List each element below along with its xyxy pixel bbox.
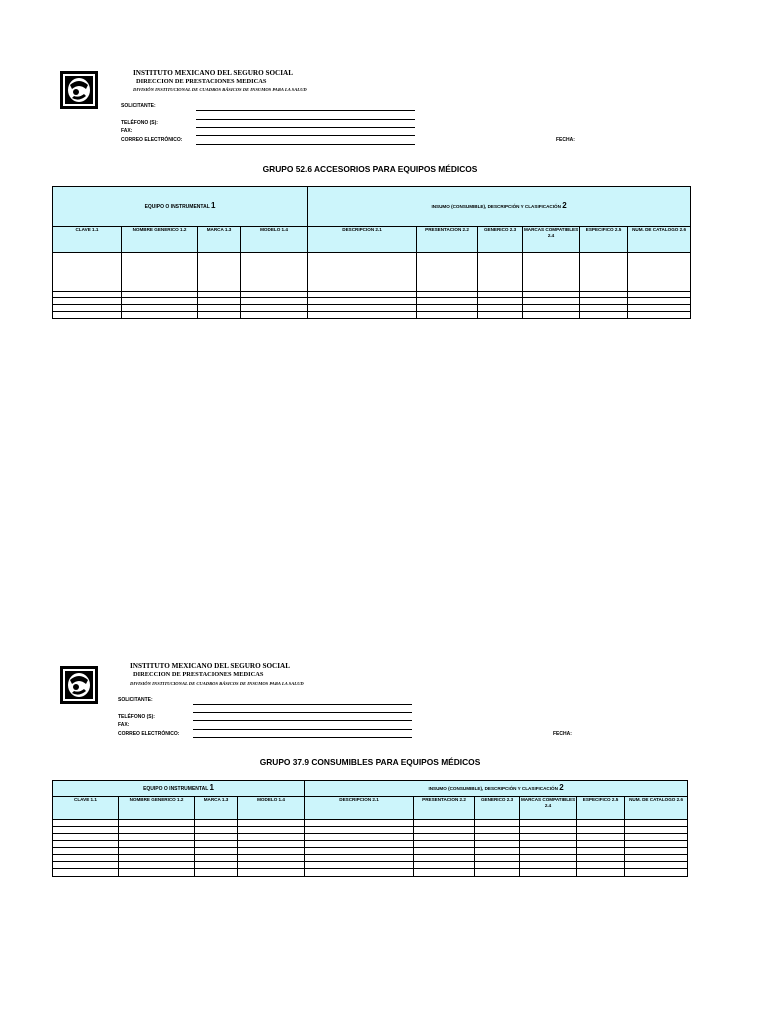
fax-field[interactable]: [196, 135, 415, 136]
table-row: [53, 848, 688, 855]
col-header-presentacion: PRESENTACION 2.2: [414, 797, 475, 820]
col-header-nombre: NOMBRE GENERICO 1.2: [119, 797, 195, 820]
col-header-especifico: ESPECIFICO 2.5: [577, 797, 625, 820]
correo-label: CORREO ELECTRÓNICO:: [118, 731, 180, 737]
imss-logo-icon: [60, 666, 98, 704]
fax-label: FAX:: [121, 128, 133, 134]
correo-field[interactable]: [193, 737, 412, 738]
col-header-modelo: MODELO 1.4: [238, 797, 305, 820]
telefono-field[interactable]: [196, 127, 415, 128]
telefono-field[interactable]: [193, 720, 412, 721]
col-header-modelo: MODELO 1.4: [241, 227, 308, 253]
col-header-marca: MARCA 1.3: [195, 797, 238, 820]
fax-label: FAX:: [118, 722, 130, 728]
correo-field[interactable]: [196, 144, 415, 145]
solicitante-field[interactable]: [193, 704, 412, 705]
table-row: [53, 253, 691, 292]
section-equipo: EQUIPO O INSTRUMENTAL 1: [53, 781, 305, 797]
col-header-especifico: ESPECIFICO 2.5: [580, 227, 628, 253]
items-table: [52, 186, 691, 319]
table-row: [53, 855, 688, 862]
col-header-generico: GENERICO 2.3: [478, 227, 523, 253]
org-division: DIVISIÓN INSTITUCIONAL DE CUADROS BÁSICOS DE INSUMOS PARA LA SALUD: [130, 681, 304, 686]
solicitante-field-2[interactable]: [196, 119, 415, 120]
col-header-descripcion: DESCRIPCION 2.1: [305, 797, 414, 820]
org-direction: DIRECCION DE PRESTACIONES MEDICAS: [136, 78, 267, 85]
table-row: [53, 305, 691, 312]
table-row: [53, 827, 688, 834]
table-row: [53, 862, 688, 869]
col-header-marca: MARCA 1.3: [198, 227, 241, 253]
col-header-nombre: NOMBRE GENERICO 1.2: [122, 227, 198, 253]
col-header-presentacion: PRESENTACION 2.2: [417, 227, 478, 253]
col-header-catalogo: NUM. DE CATALOGO 2.6: [625, 797, 688, 820]
telefono-label: TELÉFONO (S):: [118, 714, 155, 720]
col-header-marcas-compatibles: MARCAS COMPATIBLES 2.4: [520, 797, 577, 820]
table-row: [53, 841, 688, 848]
solicitante-field[interactable]: [196, 110, 415, 111]
org-direction: DIRECCION DE PRESTACIONES MEDICAS: [133, 671, 264, 678]
org-name: INSTITUTO MEXICANO DEL SEGURO SOCIAL: [130, 662, 291, 670]
org-name: INSTITUTO MEXICANO DEL SEGURO SOCIAL: [133, 69, 294, 77]
table-row: [53, 312, 691, 319]
col-header-marcas-compatibles: MARCAS COMPATIBLES 2.4: [523, 227, 580, 253]
section-equipo: EQUIPO O INSTRUMENTAL 1: [53, 187, 308, 227]
group-title: GRUPO 52.6 ACCESORIOS PARA EQUIPOS MÉDICOS: [262, 164, 478, 174]
table-row: [53, 820, 688, 827]
col-header-generico: GENERICO 2.3: [475, 797, 520, 820]
fecha-label: FECHA:: [553, 731, 572, 737]
table-row: [53, 834, 688, 841]
solicitante-label: SOLICITANTE:: [121, 103, 156, 109]
section-insumo: INSUMO (CONSUMIBLE), DESCRIPCIÓN Y CLASIFICACIÓN 2: [305, 781, 688, 797]
solicitante-label: SOLICITANTE:: [118, 697, 153, 703]
col-header-clave: CLAVE 1.1: [53, 797, 119, 820]
org-division: DIVISIÓN INSTITUCIONAL DE CUADROS BÁSICOS DE INSUMOS PARA LA SALUD: [133, 87, 307, 92]
table-row: [53, 869, 688, 877]
fecha-label: FECHA:: [556, 137, 575, 143]
col-header-catalogo: NUM. DE CATALOGO 2.6: [628, 227, 691, 253]
group-title: GRUPO 37.9 CONSUMIBLES PARA EQUIPOS MÉDICOS: [259, 757, 481, 767]
section-insumo: INSUMO (CONSUMIBLE), DESCRIPCIÓN Y CLASIFICACIÓN 2: [308, 187, 691, 227]
col-header-clave: CLAVE 1.1: [53, 227, 122, 253]
table-row: [53, 298, 691, 305]
fax-field[interactable]: [193, 729, 412, 730]
telefono-label: TELÉFONO (S):: [121, 120, 158, 126]
items-table: [52, 780, 688, 877]
correo-label: CORREO ELECTRÓNICO:: [121, 137, 183, 143]
imss-logo-icon: [60, 71, 98, 109]
col-header-descripcion: DESCRIPCION 2.1: [308, 227, 417, 253]
solicitante-field-2[interactable]: [193, 712, 412, 713]
